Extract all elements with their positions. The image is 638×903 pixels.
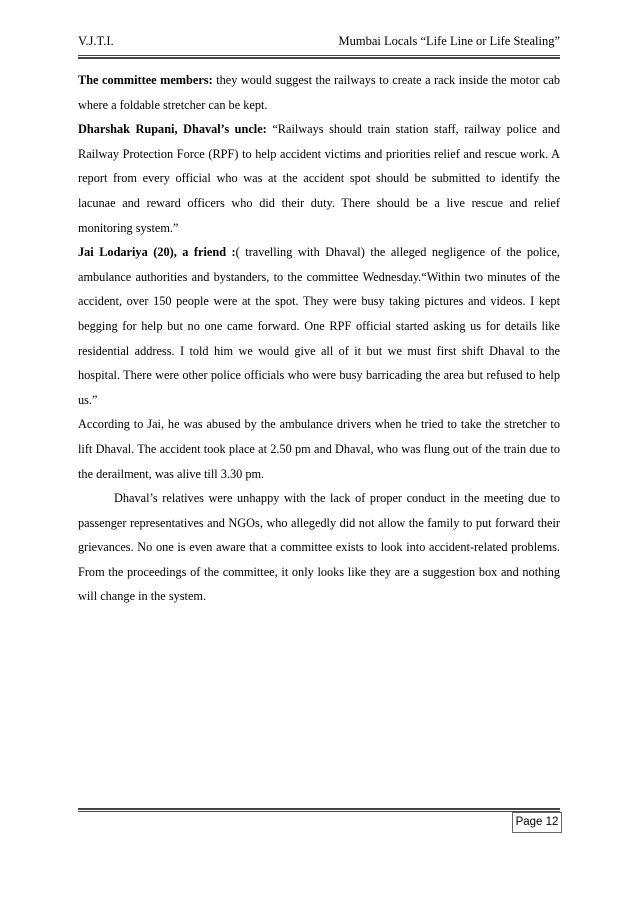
body-text [78,68,560,609]
paragraph-lead: The committee members: [78,73,213,87]
header-document-title: Mumbai Locals “Life Line or Life Stealing” [338,34,560,48]
paragraph-relatives [78,486,560,609]
paragraph-lead: Dharshak Rupani, Dhaval’s uncle: [78,122,267,137]
footer-rule [78,808,560,812]
page-number: Page 12 [512,812,562,833]
paragraph-according-to-jai [78,412,560,486]
paragraph-text: According to Jai, he was abused by the ambulance drivers when he tried to take the stretcher to lift Dhaval. The accident took place at 2.50 pm and Dhaval, who was flung out of the train due to the derailment, was alive till 3.30 pm. [78,417,560,481]
header-rule [78,55,560,59]
paragraph-jai-lodariya [78,240,560,412]
paragraph-lead: Jai Lodariya (20), a friend : [78,245,236,260]
paragraph-text: Dhaval’s relatives were unhappy with the lack of proper conduct in the meeting due to passenger representatives and NGOs, who allegedly did not allow the family to put forward their grievances. No one is even aware that a committee exists to look into accident-related problems. From the proceedings of the committee, it only looks like they are a suggestion box and nothing will change in the system. [78,491,560,604]
paragraph-text: ( travelling with Dhaval) the alleged negligence of the police, ambulance authorities and bystanders, to the committee Wednesday.“Within two minutes of the accident, over 150 people were at the spot. They were busy taking pictures and videos. I kept begging for help but no one came forward. One RPF official started asking us for details like residential address. I told him we would give all of it but we must first shift Dhaval to the hospital. There were other police officials who were busy barricading the area but refused to help us.” [78,245,560,407]
header-institution: V.J.T.I. [78,34,114,48]
paragraph-committee-members [78,68,560,117]
paragraph-dharshak-rupani [78,117,560,240]
paragraph-text: they would suggest the railways to create a rack inside the motor cab where a foldable stretcher can be kept. [78,73,561,112]
paragraph-text: “Railways should train station staff, railway police and Railway Protection Force (RPF) to help accident victims and priorities relief and rescue work. A report from every official who was at the accident spot should be submitted to identify the lacunae and reward officers who did their duty. There should be a live rescue and relief monitoring system.” [78,122,561,235]
page-header [78,34,560,54]
